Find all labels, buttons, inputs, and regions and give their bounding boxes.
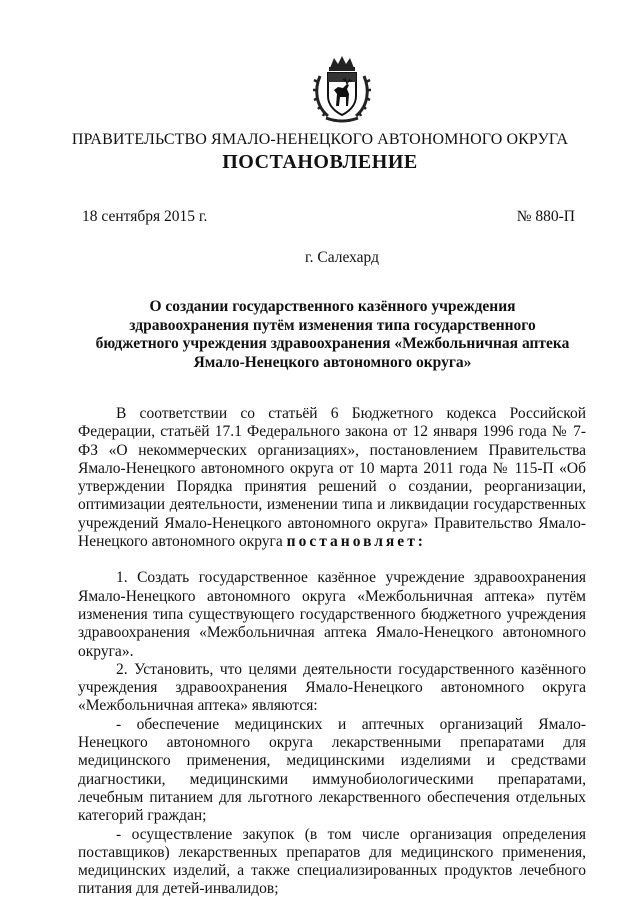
- preamble-text: В соответствии со статьёй 6 Бюджетного кодекса Российской Федерации, статьёй 17.1 Федерального закона от 12 января 1996 года № 7-ФЗ «О некоммерческих организациях», постановлением Правительства Ямало-Ненецкого автономного округа от 10 марта 2011 года № 115-П «Об утверждении Порядка принятия решений о создании, реорганизации, оптимизации деятельности, изменении типа и ликвидации государственных учреждений Ямало-Ненецкого автономного округа» Правительство Ямало-Ненецкого автономного округа: [78, 405, 586, 551]
- document-number: № 880-П: [516, 208, 575, 225]
- preamble-paragraph: [78, 405, 586, 551]
- document-date: 18 сентября 2015 г.: [82, 208, 208, 225]
- document-body: [78, 405, 586, 899]
- item-2-subitem-2: - осуществление закупок (в том числе организация определения поставщиков) лекарственных препаратов для медицинского применения, медицинских изделий, а также специализированных продуктов лечебного питания для детей-инвалидов;: [78, 825, 586, 898]
- item-2-subitem-1: - обеспечение медицинских и аптечных организаций Ямало-Ненецкого автономного округа лекарственными препаратами для медицинского применения, медицинскими изделиями и средствами диагностики, медицинскими иммунобиологическими препаратами, лечебным питанием для льготного лекарственного обеспечения отдельных категорий граждан;: [78, 715, 586, 825]
- document-city: г. Салехард: [305, 249, 379, 266]
- coat-of-arms-emblem-icon: [312, 54, 372, 124]
- item-2: 2. Установить, что целями деятельности государственного казённого учреждения здравоохранения Ямало-Ненецкого автономного округа «Межбольничная аптека» являются:: [78, 660, 586, 715]
- resolves-word: постановляет:: [286, 533, 426, 551]
- government-name: ПРАВИТЕЛЬСТВО ЯМАЛО-НЕНЕЦКОГО АВТОНОМНОГО ОКРУГА: [71, 131, 569, 148]
- item-1: 1. Создать государственное казённое учреждение здравоохранения Ямало-Ненецкого автономного округа «Межбольничная аптека» путём изменения типа существующего государственного бюджетного учреждения здравоохранения «Межбольничная аптека Ямало-Ненецкого автономного округа».: [78, 569, 586, 660]
- document-title: О создании государственного казённого учреждения здравоохранения путём изменения типа государственного бюджетного учреждения здравоохранения «Межбольничная аптека Ямало-Ненецкого автономного округа»: [95, 298, 570, 371]
- document-type-heading: ПОСТАНОВЛЕНИЕ: [222, 151, 418, 173]
